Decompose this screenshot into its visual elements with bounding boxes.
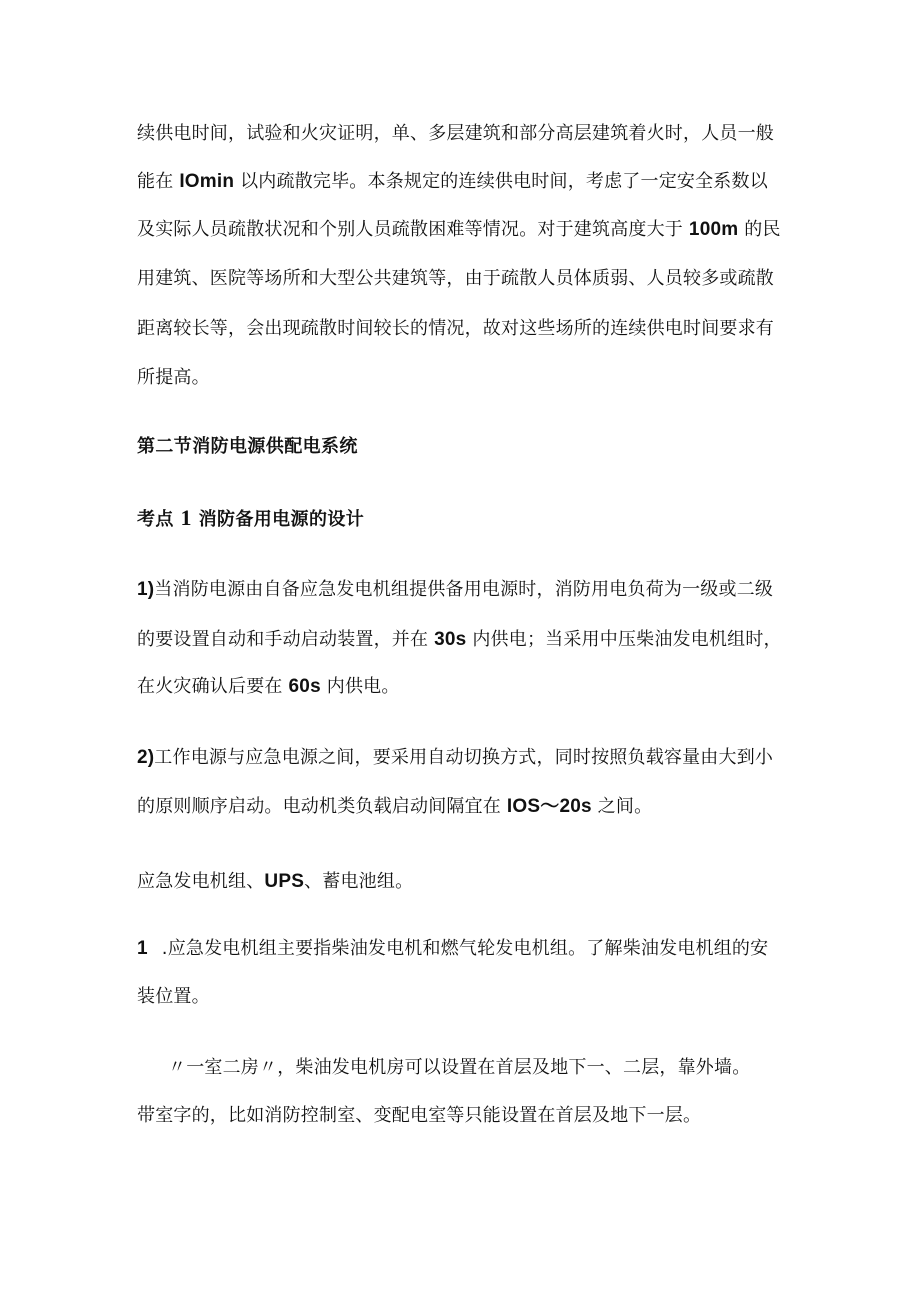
item-2-line-2 (137, 795, 652, 819)
text: 在火灾确认后要在 (137, 676, 289, 697)
text: 的原则顺序启动。电动机类负载启动间隔宜在 (137, 796, 507, 817)
point-title (137, 506, 364, 532)
time-value: 30s (434, 629, 467, 650)
power-sources-line (137, 870, 413, 894)
text: 之间。 (591, 796, 653, 817)
ups-label: UPS (264, 871, 305, 892)
text: 能在 (137, 171, 180, 192)
point-title-suffix: 消防备用电源的设计 (198, 509, 365, 530)
note-line-1 (168, 1056, 750, 1080)
text: 、蓄电池组。 (304, 871, 414, 892)
text: 的要设置自动和手动启动装置，并在 (137, 629, 435, 650)
text: 以内疏散完毕。本条规定的连续供电时间，考虑了一定安全系数以 (234, 171, 768, 192)
text: 当消防电源由自备应急发电机组提供备用电源时，消防用电负荷为一级或二级 (154, 579, 774, 600)
text: 带室字的，比如消防控制室、变配电室等只能设置在首层及地下一层。 (137, 1105, 702, 1126)
section-title (137, 435, 358, 459)
time-value: 60s (288, 676, 321, 697)
text: 内供电；当采用中压柴油发电机组时， (466, 629, 782, 650)
text: .应急发电机组主要指柴油发电机和燃气轮发电机组。了解柴油发电机组的安 (161, 938, 769, 959)
item-3-line-1 (137, 937, 768, 961)
note-line-2 (137, 1104, 701, 1128)
text: 续供电时间，试验和火灾证明，单、多层建筑和部分高层建筑着火时，人员一般 (137, 123, 774, 144)
paragraph-1-line-3 (137, 218, 781, 242)
paragraph-1-line-6 (137, 366, 210, 390)
item-3-line-2 (137, 985, 210, 1009)
height-value: 100m (688, 219, 739, 240)
item-2-line-1 (137, 746, 773, 770)
item-1-line-3 (137, 675, 400, 699)
paragraph-1-line-5 (137, 317, 774, 341)
section-title-text: 第二节消防电源供配电系统 (137, 436, 358, 457)
point-title-prefix: 考点 (137, 509, 174, 530)
text: 工作电源与应急电源之间，要采用自动切换方式，同时按照负载容量由大到小 (154, 747, 774, 768)
text: 距离较长等，会出现疏散时间较长的情况，故对这些场所的连续供电时间要求有 (137, 318, 774, 339)
point-title-number: 1 (180, 505, 192, 530)
text: 及实际人员疏散状况和个别人员疏散困难等情况。对于建筑高度大于 (137, 219, 689, 240)
interval-value: IOS～20s (506, 796, 592, 817)
text: 装位置。 (137, 986, 210, 1007)
text: 所提高。 (137, 367, 210, 388)
time-value: IOmin (179, 171, 235, 192)
paragraph-1-line-4 (137, 267, 774, 291)
text: 〃一室二房〃，柴油发电机房可以设置在首层及地下一、二层，靠外墙。 (168, 1057, 751, 1078)
item-2-marker: 2) (137, 747, 155, 768)
text: 应急发电机组、 (137, 871, 265, 892)
paragraph-1-line-2 (137, 170, 768, 194)
text: 用建筑、医院等场所和大型公共建筑等，由于疏散人员体质弱、人员较多或疏散 (137, 268, 774, 289)
item-1-marker: 1) (137, 579, 155, 600)
paragraph-1-line-1 (137, 122, 774, 146)
item-1-line-2 (137, 628, 782, 652)
text: 的民 (738, 219, 781, 240)
item-1-line-1 (137, 578, 773, 602)
item-3-number: 1 (137, 938, 148, 959)
text: 内供电。 (320, 676, 400, 697)
